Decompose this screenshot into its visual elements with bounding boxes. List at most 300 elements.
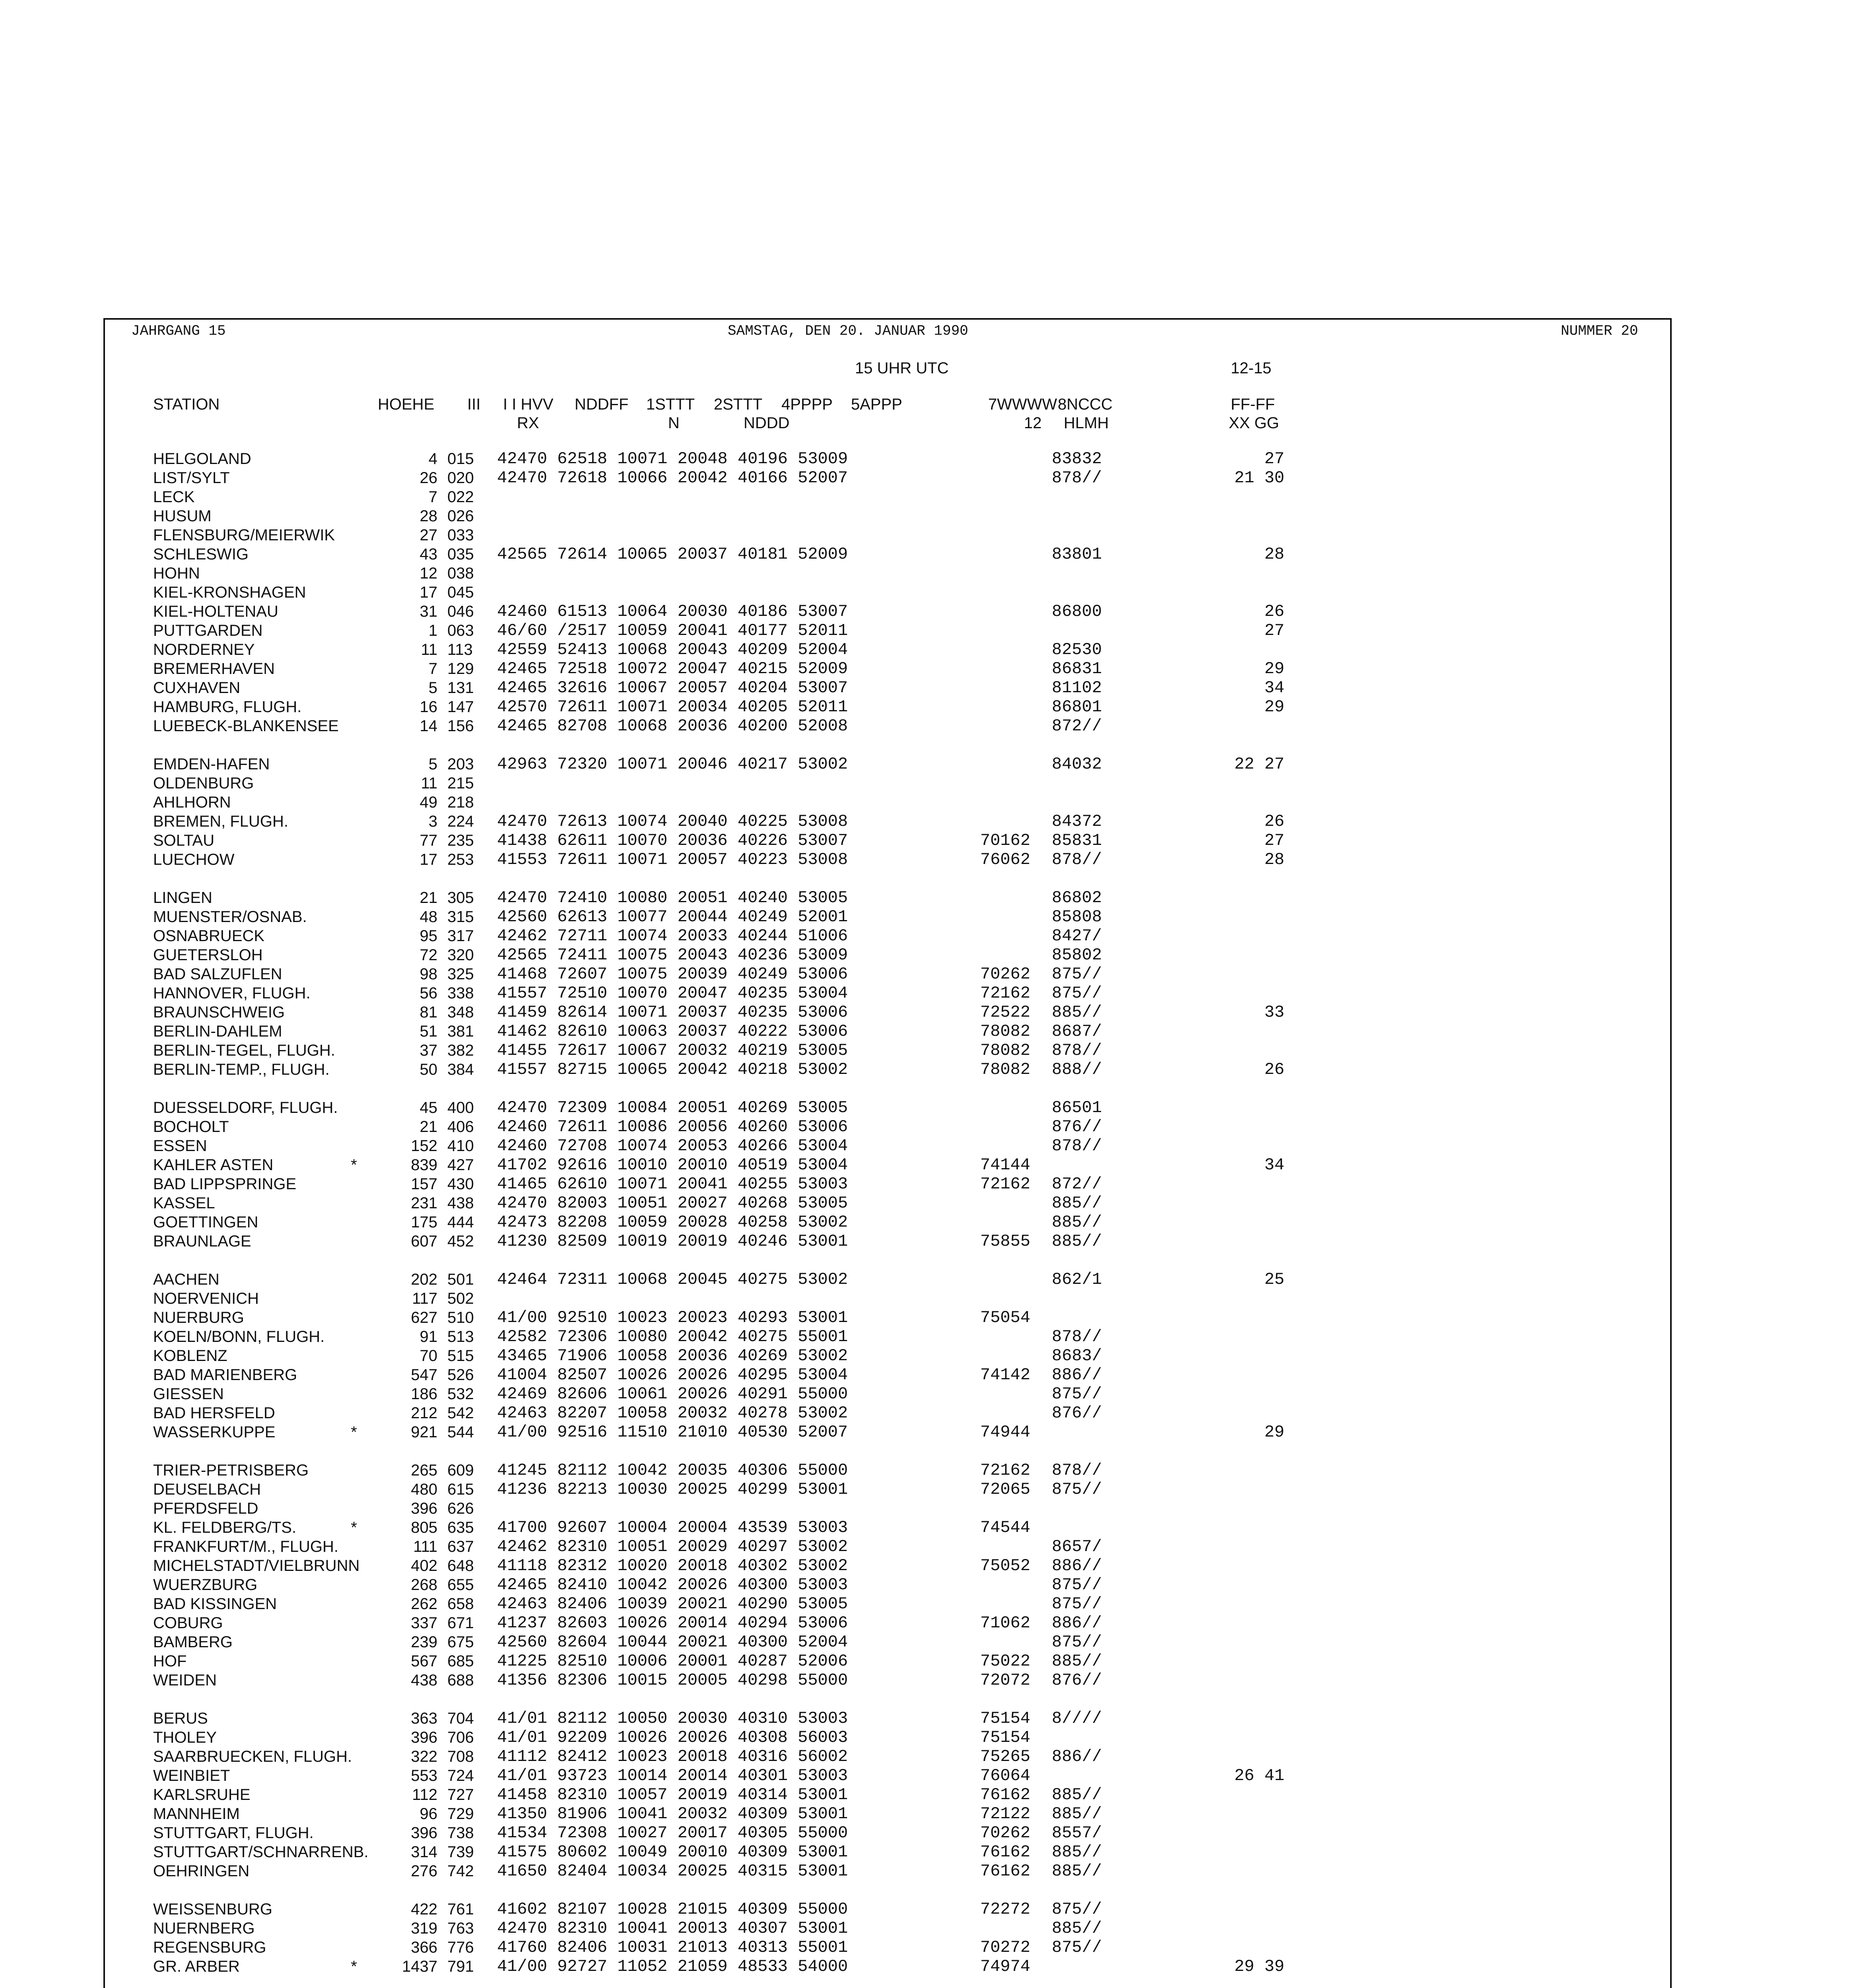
station-id: 253 [447,851,474,868]
group-spacer [497,1079,848,1098]
gust-value [1225,1022,1284,1041]
station-name: GOETTINGEN [153,1213,258,1231]
observation-codes: 42465 82410 10042 20026 40300 53003 [497,1575,848,1594]
station-elevation: 14 [420,717,437,735]
gust-value [1225,1308,1284,1327]
station-elevation: 56 [420,984,437,1002]
station-elevation: 28 [420,507,437,525]
observation-codes: 41118 82312 10020 20018 40302 53002 [497,1556,848,1575]
station-name: FRANKFURT/M., FLUGH. [153,1538,338,1555]
station-elevation: 438 [411,1672,437,1689]
mountain-mark [346,1346,362,1365]
cloud-code: 888// [1052,1060,1102,1079]
station-id: 315 [447,908,474,926]
station-elevation: 21 [420,889,437,907]
observation-codes: 41557 72510 10070 20047 40235 53004 [497,984,848,1003]
station-name: BOCHOLT [153,1118,229,1136]
group-spacer [447,869,474,888]
station-name: LUEBECK-BLANKENSEE [153,717,339,735]
cloud-code: 878// [1052,1041,1102,1060]
group-spacer [153,1881,369,1900]
station-elevation: 51 [420,1023,437,1040]
cloud-code: 886// [1052,1613,1102,1633]
cloud-code: 85808 [1052,907,1102,926]
mountain-mark [346,1537,362,1556]
mountain-mark [346,850,362,869]
station-id: 658 [447,1595,474,1613]
gust-value [1225,1785,1284,1804]
station-id: 763 [447,1920,474,1937]
observation-codes: 42462 82310 10051 20029 40297 53002 [497,1537,848,1556]
station-elevation: 95 [420,927,437,945]
weather-code [980,907,1030,926]
col-group5: 4PPPP [781,396,833,413]
station-name: DUESSELDORF, FLUGH. [153,1099,338,1116]
weather-code [980,468,1030,487]
observation-codes [497,774,848,793]
gust-value: 25 [1264,1270,1284,1289]
gust-value [1225,1365,1284,1384]
weather-code: 75154 [980,1728,1031,1747]
weather-code [980,888,1030,907]
observation-codes: 41602 82107 10028 21015 40309 55000 [497,1900,848,1919]
weather-code [980,1117,1030,1136]
station-elevation: 422 [411,1901,437,1918]
station-name: BAD LIPPSPRINGE [153,1175,297,1193]
station-name: BERLIN-TEGEL, FLUGH. [153,1042,335,1059]
station-id: 035 [447,546,474,563]
cloud-code [1052,1499,1102,1518]
gust-value [1225,1041,1284,1060]
cloud-code: 885// [1052,1213,1102,1232]
station-name: NUERNBERG [153,1920,255,1937]
observation-codes: 42963 72320 10071 20046 40217 53002 [497,755,848,774]
weather-code [980,1499,1030,1518]
cloud-code: 886// [1052,1556,1102,1575]
cloud-code: 875// [1052,1900,1102,1919]
mountain-mark [346,812,362,831]
station-elevation: 839 [411,1156,437,1174]
gust-value [1225,526,1284,545]
station-elevation: 567 [411,1652,437,1670]
group-spacer [378,1881,437,1900]
gust-value [1225,1194,1284,1213]
mountain-mark [346,1728,362,1747]
station-name: PUTTGARDEN [153,622,263,639]
group-spacer [980,736,1030,755]
observation-codes: 41553 72611 10071 20057 40223 53008 [497,850,848,869]
observation-codes: 42560 62613 10077 20044 40249 52001 [497,907,848,926]
cloud-code: 85831 [1052,831,1102,850]
group-spacer [346,736,362,755]
observation-codes: 41112 82412 10023 20018 40316 56002 [497,1747,848,1766]
gust-value [1225,1613,1284,1633]
station-id: 427 [447,1156,474,1174]
station-name: GR. ARBER [153,1958,240,1975]
cloud-code: 885// [1052,1652,1102,1671]
weather-code [980,1575,1030,1594]
station-id: 742 [447,1862,474,1880]
observation-codes: 42464 72311 10068 20045 40275 53002 [497,1270,848,1289]
gust-value [1225,507,1284,526]
weather-code: 72162 [980,1461,1031,1480]
gust-value [1225,1862,1284,1881]
station-id: 305 [447,889,474,907]
cloud-code: 875// [1052,984,1102,1003]
station-id: 400 [447,1099,474,1116]
mountain-mark [346,1594,362,1613]
mountain-mark [346,1041,362,1060]
gust-value [1225,945,1284,965]
date-label: SAMSTAG, DEN 20. JANUAR 1990 [728,323,968,339]
gust-value [1225,1213,1284,1232]
mountain-mark [346,1556,362,1575]
cloud-code: 885// [1052,1785,1102,1804]
group-spacer [497,1690,848,1709]
cloud-code: 86501 [1052,1098,1102,1117]
station-elevation: 17 [420,584,437,601]
col-group3-sub: N [668,414,680,432]
station-name: BAMBERG [153,1633,233,1651]
station-name: KIEL-HOLTENAU [153,603,278,620]
observation-codes: 41455 72617 10067 20032 40219 53005 [497,1041,848,1060]
cloud-code: 8687/ [1052,1022,1102,1041]
group-spacer [1225,1251,1284,1270]
station-elevation: 366 [411,1939,437,1956]
station-id: 675 [447,1633,474,1651]
station-name: GUETERSLOH [153,946,263,964]
gust-value [1225,1537,1284,1556]
weather-code: 70262 [980,1823,1031,1842]
station-id: 033 [447,526,474,544]
weather-code: 72072 [980,1671,1031,1690]
group-spacer [980,1976,1030,1988]
gust-value: 26 [1264,1060,1284,1079]
cloud-code: 8657/ [1052,1537,1102,1556]
observation-codes: 46/60 /2517 10059 20041 40177 52011 [497,621,848,640]
mountain-mark [346,659,362,678]
col-group8-sub: HLMH [1064,414,1109,432]
gust-value [1225,888,1284,907]
cloud-code: 878// [1052,468,1102,487]
cloud-code [1052,1289,1102,1308]
mountain-mark [346,1900,362,1919]
gust-value: 27 [1264,449,1284,468]
col-group1: I I HVV [503,396,554,413]
observation-codes: 42465 32616 10067 20057 40204 53007 [497,678,848,697]
station-name: WEISSENBURG [153,1901,273,1918]
station-elevation: 239 [411,1633,437,1651]
station-id: 685 [447,1652,474,1670]
gust-value [1225,1938,1284,1957]
gust-value: 26 41 [1234,1766,1284,1785]
observation-codes: 41/00 92727 11052 21059 48533 54000 [497,1957,848,1976]
weather-code [980,564,1030,583]
station-id: 129 [447,660,474,678]
gust-value: 29 39 [1234,1957,1284,1976]
cloud-code: 886// [1052,1747,1102,1766]
group-spacer [378,1251,437,1270]
cloud-code: 876// [1052,1117,1102,1136]
station-name: HELGOLAND [153,450,251,468]
mountain-mark [346,945,362,965]
mountain-mark [346,526,362,545]
group-spacer [497,736,848,755]
station-name: BREMERHAVEN [153,660,275,678]
weather-code [980,1213,1030,1232]
station-id: 384 [447,1061,474,1078]
issue-number: NUMMER 20 [1561,323,1638,339]
station-id: 671 [447,1614,474,1632]
mountain-mark [346,1289,362,1308]
station-elevation: 117 [412,1290,437,1307]
station-id: 526 [447,1366,474,1384]
observation-codes: 41702 92616 10010 20010 40519 53004 [497,1155,848,1175]
station-name: BERLIN-DAHLEM [153,1023,282,1040]
station-elevation: 4 [428,450,437,468]
observation-codes: 41225 82510 10006 20001 40287 52006 [497,1652,848,1671]
group-spacer [378,1690,437,1709]
observation-codes [497,526,848,545]
gust-value: 29 [1264,659,1284,678]
gust-value: 22 27 [1234,755,1284,774]
station-elevation: 72 [420,946,437,964]
cloud-code: 876// [1052,1404,1102,1423]
station-name: SOLTAU [153,832,215,849]
station-name: TRIER-PETRISBERG [153,1462,309,1479]
group-spacer [497,1251,848,1270]
mountain-mark: * [351,1958,357,1975]
observation-codes: 41/01 93723 10014 20014 40301 53003 [497,1766,848,1785]
station-name: OLDENBURG [153,775,254,792]
group-spacer [1225,1881,1284,1900]
weather-code: 74142 [980,1365,1031,1384]
group-spacer [1225,1079,1284,1098]
station-elevation: 402 [411,1557,437,1574]
observation-codes: 41/00 92516 11510 21010 40530 52007 [497,1423,848,1442]
observation-codes: 42460 61513 10064 20030 40186 53007 [497,602,848,621]
weather-code [980,659,1030,678]
station-id: 501 [447,1271,474,1288]
station-name: WUERZBURG [153,1576,258,1594]
col-hoehe: HOEHE [378,396,435,413]
station-elevation: 396 [411,1824,437,1842]
observation-codes: 42460 72708 10074 20053 40266 53004 [497,1136,848,1155]
station-name: HAMBURG, FLUGH. [153,698,302,716]
cloud-code-column [1052,449,1102,1988]
observation-codes: 42559 52413 10068 20043 40209 52004 [497,640,848,659]
mountain-mark [346,487,362,507]
volume-label: JAHRGANG 15 [131,323,226,339]
observation-codes: 42462 72711 10074 20033 40244 51006 [497,926,848,945]
station-elevation: 921 [411,1423,437,1441]
gust-value [1225,1842,1284,1862]
station-elevation: 3 [428,813,437,830]
mountain-mark [346,545,362,564]
station-id: 542 [447,1404,474,1422]
col-group1-sub: RX [517,414,539,432]
cloud-code: 85802 [1052,945,1102,965]
station-id: 776 [447,1939,474,1956]
weather-code [980,1194,1030,1213]
station-name: BREMEN, FLUGH. [153,813,289,830]
station-name: REGENSBURG [153,1939,266,1956]
group-spacer [1225,1442,1284,1461]
observation-codes: 41557 82715 10065 20042 40218 53002 [497,1060,848,1079]
weather-code: 75154 [980,1709,1031,1728]
station-elevation: 26 [420,469,437,487]
cloud-code [1052,526,1102,545]
station-elevation: 31 [420,603,437,620]
weather-code [980,1270,1030,1289]
mountain-mark [346,1404,362,1423]
weather-code: 71062 [980,1613,1031,1633]
group-spacer [1052,869,1102,888]
group-spacer [447,736,474,755]
mountain-mark [346,1194,362,1213]
mountain-mark [346,1308,362,1327]
gust-value [1225,564,1284,583]
weather-code: 75265 [980,1747,1031,1766]
station-elevation: 607 [411,1233,437,1250]
mountain-mark [346,965,362,984]
station-elevation: 396 [411,1729,437,1746]
station-id: 515 [447,1347,474,1365]
gust-value [1225,1633,1284,1652]
mountain-mark [346,926,362,945]
group-spacer [497,1442,848,1461]
gust-value [1225,1404,1284,1423]
gust-value [1225,1499,1284,1518]
cloud-code: 83832 [1052,449,1102,468]
group-spacer [447,1442,474,1461]
mountain-mark [346,1175,362,1194]
station-name: KOBLENZ [153,1347,227,1365]
observation-codes: 41468 72607 10075 20039 40249 53006 [497,965,848,984]
station-id: 648 [447,1557,474,1574]
group-spacer [346,869,362,888]
gust-value: 34 [1264,678,1284,697]
weather-code: 72065 [980,1480,1031,1499]
station-id: 406 [447,1118,474,1136]
mountain-mark [346,449,362,468]
mountain-mark [346,774,362,793]
mountain-mark [346,1365,362,1384]
cloud-code: 872// [1052,716,1102,736]
station-elevation: 81 [420,1004,437,1021]
weather-code: 74974 [980,1957,1031,1976]
station-elevation: 48 [420,908,437,926]
station-id: 113 [447,641,473,658]
weather-code: 75054 [980,1308,1031,1327]
station-id: 026 [447,507,474,525]
station-elevation: 322 [411,1748,437,1765]
station-name: BAD KISSINGEN [153,1595,277,1613]
station-name: EMDEN-HAFEN [153,755,270,773]
observation-codes: 42470 72410 10080 20051 40240 53005 [497,888,848,907]
gust-value [1225,907,1284,926]
cloud-code: 8//// [1052,1709,1102,1728]
station-id: 020 [447,469,474,487]
cloud-code: 876// [1052,1671,1102,1690]
group-spacer [346,1690,362,1709]
weather-code: 70262 [980,965,1031,984]
station-name: STUTTGART, FLUGH. [153,1824,314,1842]
mountain-mark [346,1060,362,1079]
station-name: AACHEN [153,1271,220,1288]
station-name: STUTTGART/SCHNARRENB. [153,1843,369,1861]
gust-value [1225,1652,1284,1671]
mountain-mark [346,831,362,850]
weather-code [980,583,1030,602]
group-spacer [378,1976,437,1988]
cloud-code: 878// [1052,850,1102,869]
station-name: MICHELSTADT/VIELBRUNN [153,1557,360,1574]
group-spacer [346,1881,362,1900]
col-group6: 5APPP [851,396,902,413]
mountain-mark [346,1136,362,1155]
station-id: 688 [447,1672,474,1689]
mountain-mark [346,621,362,640]
observation-codes [497,1499,848,1518]
weather-code: 72272 [980,1900,1031,1919]
station-name: CUXHAVEN [153,679,241,697]
station-elevation: 7 [428,488,437,506]
group-spacer [378,736,437,755]
weather-code: 72162 [980,1175,1031,1194]
cloud-code [1052,1766,1102,1785]
group-spacer [346,1976,362,1988]
station-elevation: 314 [411,1843,437,1861]
station-name: WEINBIET [153,1767,230,1784]
observation-codes: 42565 72411 10075 20043 40236 53009 [497,945,848,965]
cloud-code: 84372 [1052,812,1102,831]
station-id: 022 [447,488,474,506]
weather-code: 75855 [980,1232,1031,1251]
observation-codes: 41458 82310 10057 20019 40314 53001 [497,1785,848,1804]
gust-value: 28 [1264,850,1284,869]
weather-code [980,1327,1030,1346]
station-id: 224 [447,813,474,830]
weather-code: 70162 [980,831,1031,850]
mountain-mark [346,1117,362,1136]
group-spacer [153,1690,369,1709]
mountain-mark [346,1575,362,1594]
station-name: LECK [153,488,195,506]
station-id: 046 [447,603,474,620]
station-name: BAD HERSFELD [153,1404,275,1422]
gust-value [1225,984,1284,1003]
weather-code [980,755,1030,774]
station-elevation: 337 [411,1614,437,1632]
station-name: MANNHEIM [153,1805,240,1823]
mountain-mark [346,907,362,926]
weather-code [980,1404,1030,1423]
cloud-code: 862/1 [1052,1270,1102,1289]
station-elevation: 627 [411,1309,437,1326]
station-name: AHLHORN [153,794,231,811]
group-spacer [497,1881,848,1900]
gust-value [1225,1823,1284,1842]
station-elevation: 805 [411,1519,437,1536]
mountain-mark [346,1747,362,1766]
gust-value: 29 [1264,1423,1284,1442]
observation-codes: 42470 62518 10071 20048 40196 53009 [497,449,848,468]
station-id: 510 [447,1309,474,1326]
station-name: THOLEY [153,1729,217,1746]
utc-label: 15 UHR UTC [855,359,949,377]
station-elevation: 43 [420,546,437,563]
